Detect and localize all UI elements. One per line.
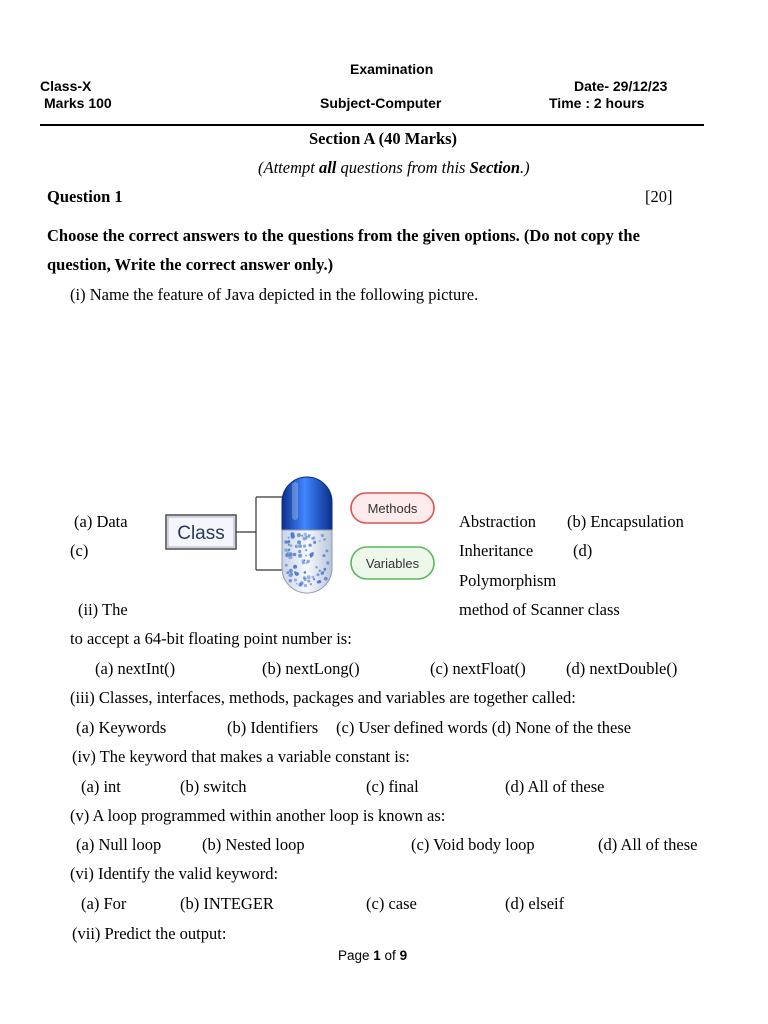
methods-pill: [351, 493, 434, 523]
question-1-marks: [20]: [645, 187, 673, 206]
capsule-granule: [289, 569, 293, 573]
q-vi-option-a: (a) For: [81, 894, 127, 913]
q-ii-option-c: (c) nextFloat(): [430, 659, 526, 678]
q-iii-option-a: (a) Keywords: [76, 718, 167, 737]
capsule-granule: [298, 583, 302, 587]
capsule-granule: [293, 565, 297, 569]
capsule-granule: [288, 537, 290, 539]
subject-label: Subject-Computer: [320, 95, 442, 111]
capsule-granule: [304, 533, 307, 536]
capsule-granule: [306, 538, 308, 540]
q-i-text: (i) Name the feature of Java depicted in the following picture.: [70, 285, 479, 304]
q-i-option-a-right: Abstraction: [459, 512, 536, 531]
capsule-granule: [289, 579, 292, 582]
capsule-granule: [290, 532, 294, 536]
q-iv-option-a: (a) int: [81, 777, 121, 796]
capsule-granule: [319, 570, 321, 572]
question-1-label: Question 1: [47, 187, 123, 206]
capsule-icon: [282, 477, 332, 593]
q-iv-option-c: (c) final: [366, 777, 419, 796]
capsule-granule: [317, 573, 320, 576]
capsule-granule: [324, 577, 328, 581]
capsule-granule: [317, 581, 320, 584]
capsule-granule: [309, 544, 312, 547]
capsule-granule: [297, 533, 301, 537]
capsule-granule: [307, 560, 310, 563]
q-vii-text: (vii) Predict the output:: [72, 924, 227, 943]
q-v-option-c: (c) Void body loop: [411, 835, 535, 854]
q-ii-option-a: (a) nextInt(): [95, 659, 176, 678]
encapsulation-figure: [142, 462, 460, 622]
q-i-option-a-left: (a) Data: [74, 512, 128, 531]
header-rule: [40, 124, 704, 126]
capsule-granule: [298, 550, 301, 553]
q-vi-text: (vi) Identify the valid keyword:: [70, 864, 279, 883]
capsule-granule: [304, 578, 307, 581]
capsule-granule: [301, 535, 303, 537]
capsule-granule: [301, 559, 304, 562]
capsule-granule: [311, 537, 314, 540]
capsule-granule: [326, 561, 329, 564]
q-iv-text: (iv) The keyword that makes a variable constant is:: [72, 747, 410, 766]
capsule-granule: [315, 566, 317, 568]
capsule-granule: [303, 545, 306, 548]
variables-pill: [351, 547, 434, 579]
capsule-granule: [307, 580, 310, 583]
q-iv-option-d: (d) All of these: [505, 777, 605, 796]
q-v-option-d: (d) All of these: [598, 835, 698, 854]
q-v-text: (v) A loop programmed within another loop is known as:: [70, 806, 446, 825]
q-ii-text-right: method of Scanner class: [459, 600, 620, 619]
capsule-granule: [294, 579, 297, 582]
exam-title: Examination: [350, 61, 434, 77]
capsule-granule: [288, 573, 292, 577]
capsule-granule: [326, 550, 329, 553]
capsule-granule: [312, 576, 315, 579]
capsule-granule: [288, 544, 290, 546]
section-instruction: (Attempt all questions from this Section.): [258, 158, 530, 177]
q-i-option-c-left: (c): [70, 541, 89, 560]
variables-pill-label: Variables: [365, 556, 420, 571]
capsule-granule: [302, 537, 306, 541]
capsule-granule: [285, 553, 287, 555]
time-label: Time : 2 hours: [549, 95, 645, 111]
q-v-option-a: (a) Null loop: [76, 835, 162, 854]
class-label: Class-X: [40, 78, 92, 94]
page-footer: Page 1 of 9: [338, 948, 408, 963]
capsule-granule: [310, 583, 312, 585]
capsule-granule: [294, 571, 296, 573]
q-vi-option-c: (c) case: [366, 894, 417, 913]
capsule-granule: [304, 571, 307, 574]
q-i-option-d-text: Polymorphism: [459, 571, 557, 590]
class-box-label: Class: [177, 523, 225, 544]
capsule-granule: [288, 549, 291, 552]
capsule-granule: [288, 540, 291, 543]
capsule-granule: [324, 568, 327, 571]
connector-lines: [236, 497, 284, 570]
q-iii-option-cd: (c) User defined words (d) None of the these: [336, 718, 632, 737]
q-ii-text-left: (ii) The: [78, 600, 128, 619]
q-ii-option-d: (d) nextDouble(): [566, 659, 678, 678]
q-ii-option-b: (b) nextLong(): [262, 659, 360, 678]
capsule-granule: [298, 544, 302, 548]
marks-label: Marks 100: [44, 95, 112, 111]
capsule-granule: [323, 554, 326, 557]
capsule-granule: [312, 552, 314, 554]
class-box: [166, 515, 236, 549]
capsule-granule: [305, 549, 307, 551]
q-ii-text-line-2: to accept a 64-bit floating point number is:: [70, 629, 352, 648]
capsule-granule: [314, 542, 316, 544]
q-i-option-d: (d): [573, 541, 593, 560]
date-label: Date- 29/12/23: [574, 78, 668, 94]
capsule-granule: [296, 583, 298, 585]
q-iv-option-b: (b) switch: [180, 777, 247, 796]
section-title: Section A (40 Marks): [309, 129, 458, 148]
capsule-granule: [321, 572, 324, 575]
directions-line-1: Choose the correct answers to the questions from the given options. (Do not copy the: [47, 226, 640, 245]
capsule-granule: [319, 540, 321, 542]
q-i-option-b: (b) Encapsulation: [567, 512, 684, 531]
capsule-granule: [285, 564, 288, 567]
capsule-granule: [289, 552, 293, 556]
q-v-option-b: (b) Nested loop: [202, 835, 305, 854]
capsule-granule: [286, 571, 289, 574]
capsule-granule: [305, 555, 307, 557]
capsule-granule: [307, 575, 311, 579]
capsule-granule: [293, 553, 297, 557]
capsule-granule: [284, 548, 287, 551]
q-iii-option-b: (b) Identifiers: [227, 718, 319, 737]
capsule-granule: [298, 554, 302, 558]
capsule-granule: [323, 538, 326, 541]
q-vi-option-b: (b) INTEGER: [180, 894, 274, 913]
methods-pill-label: Methods: [367, 501, 418, 516]
capsule-granule: [304, 584, 307, 587]
capsule-granule: [290, 544, 293, 547]
capsule-granule: [295, 546, 297, 548]
q-vi-option-d: (d) elseif: [505, 894, 565, 913]
q-i-option-c-right: Inheritance: [459, 541, 534, 560]
capsule-granule: [321, 534, 324, 537]
capsule-granule: [307, 535, 310, 538]
directions-line-2: question, Write the correct answer only.): [47, 255, 334, 274]
q-iii-text: (iii) Classes, interfaces, methods, packages and variables are together called:: [70, 688, 576, 707]
capsule-granule: [297, 540, 301, 544]
